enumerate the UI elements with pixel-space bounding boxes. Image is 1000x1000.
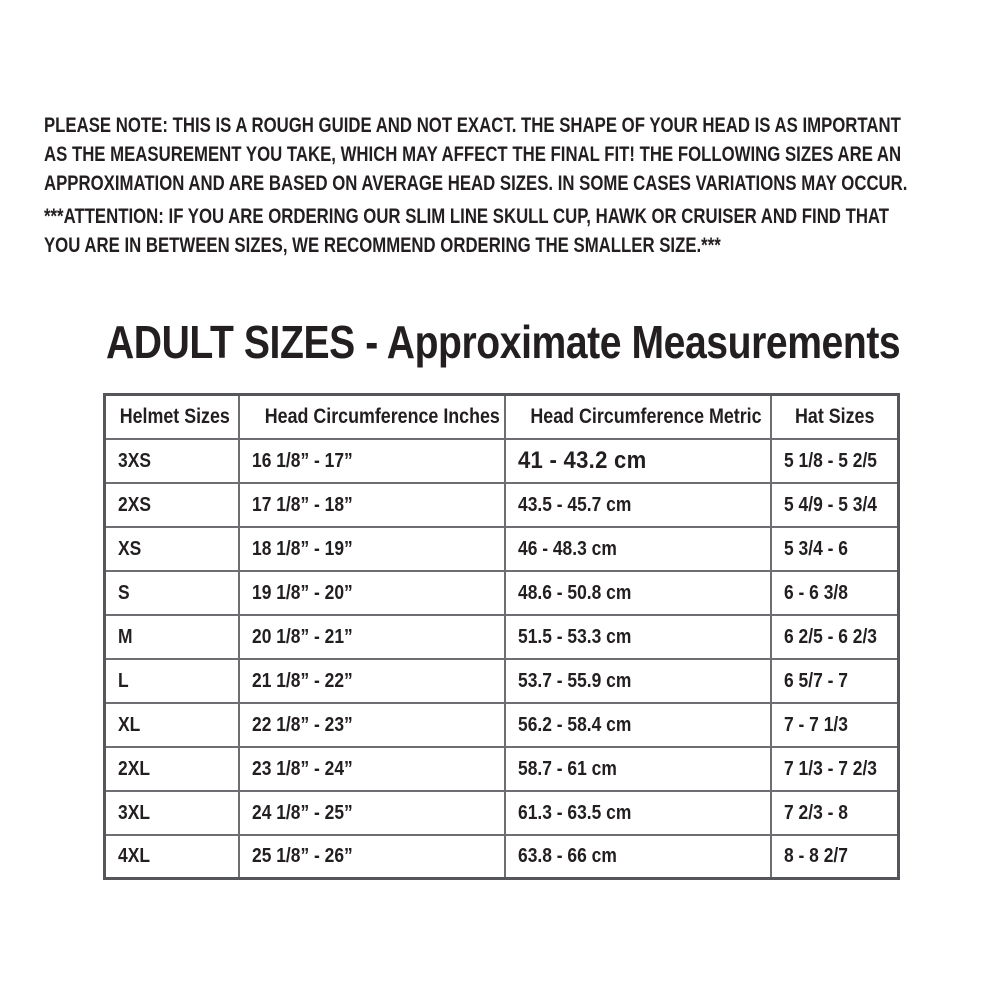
attention-line: YOU ARE IN BETWEEN SIZES, WE RECOMMEND ORDERING THE SMALLER SIZE.*** [44, 233, 721, 257]
attention-line: ***ATTENTION: IF YOU ARE ORDERING OUR SLIM LINE SKULL CUP, HAWK OR CRUISER AND FIND THAT [44, 204, 890, 228]
metric-cell: 53.7 - 55.9 cm [505, 659, 771, 703]
table-row [105, 703, 899, 747]
table-row [105, 835, 899, 879]
note-paragraph [44, 111, 1000, 198]
hat-size-cell: 5 3/4 - 6 [771, 527, 899, 571]
helmet-size-cell: L [105, 659, 239, 703]
hat-size-cell: 5 4/9 - 5 3/4 [771, 483, 899, 527]
col-header-helmet-sizes: Helmet Sizes [105, 395, 239, 439]
sizing-table-container [103, 393, 900, 880]
inches-cell: 20 1/8” - 21” [239, 615, 505, 659]
attention-paragraph [44, 202, 1000, 260]
col-header-circumference-metric: Head Circumference Metric [505, 395, 771, 439]
page-title: ADULT SIZES - Approximate Measurements [106, 316, 901, 368]
helmet-size-cell: XL [105, 703, 239, 747]
table-row [105, 439, 899, 483]
table-row [105, 791, 899, 835]
metric-cell: 63.8 - 66 cm [505, 835, 771, 879]
hat-size-cell: 7 1/3 - 7 2/3 [771, 747, 899, 791]
table-row [105, 747, 899, 791]
inches-cell: 25 1/8” - 26” [239, 835, 505, 879]
table-header-row [105, 395, 899, 439]
metric-cell: 41 - 43.2 cm [505, 439, 771, 483]
col-header-hat-sizes: Hat Sizes [771, 395, 899, 439]
table-row [105, 483, 899, 527]
metric-cell: 43.5 - 45.7 cm [505, 483, 771, 527]
inches-cell: 16 1/8” - 17” [239, 439, 505, 483]
helmet-size-cell: 4XL [105, 835, 239, 879]
helmet-size-cell: XS [105, 527, 239, 571]
helmet-size-cell: 3XL [105, 791, 239, 835]
helmet-size-cell: 2XL [105, 747, 239, 791]
inches-cell: 19 1/8” - 20” [239, 571, 505, 615]
inches-cell: 24 1/8” - 25” [239, 791, 505, 835]
metric-cell: 46 - 48.3 cm [505, 527, 771, 571]
hat-size-cell: 6 5/7 - 7 [771, 659, 899, 703]
helmet-size-cell: M [105, 615, 239, 659]
helmet-size-cell: S [105, 571, 239, 615]
inches-cell: 23 1/8” - 24” [239, 747, 505, 791]
col-header-circumference-inches: Head Circumference Inches [239, 395, 505, 439]
metric-cell: 61.3 - 63.5 cm [505, 791, 771, 835]
hat-size-cell: 5 1/8 - 5 2/5 [771, 439, 899, 483]
hat-size-cell: 8 - 8 2/7 [771, 835, 899, 879]
note-line: APPROXIMATION AND ARE BASED ON AVERAGE HEAD SIZES. IN SOME CASES VARIATIONS MAY OCCUR. [44, 171, 908, 195]
inches-cell: 22 1/8” - 23” [239, 703, 505, 747]
hat-size-cell: 7 2/3 - 8 [771, 791, 899, 835]
inches-cell: 21 1/8” - 22” [239, 659, 505, 703]
metric-cell: 48.6 - 50.8 cm [505, 571, 771, 615]
metric-cell: 58.7 - 61 cm [505, 747, 771, 791]
hat-size-cell: 6 - 6 3/8 [771, 571, 899, 615]
metric-cell: 56.2 - 58.4 cm [505, 703, 771, 747]
table-row [105, 659, 899, 703]
adult-sizes-table [103, 393, 900, 880]
hat-size-cell: 6 2/5 - 6 2/3 [771, 615, 899, 659]
helmet-size-cell: 3XS [105, 439, 239, 483]
table-row [105, 527, 899, 571]
inches-cell: 18 1/8” - 19” [239, 527, 505, 571]
hat-size-cell: 7 - 7 1/3 [771, 703, 899, 747]
note-line: AS THE MEASUREMENT YOU TAKE, WHICH MAY AFFECT THE FINAL FIT! THE FOLLOWING SIZES ARE AN [44, 142, 902, 166]
table-row [105, 615, 899, 659]
note-line: PLEASE NOTE: THIS IS A ROUGH GUIDE AND NOT EXACT. THE SHAPE OF YOUR HEAD IS AS IMPORTANT [44, 113, 901, 137]
metric-cell: 51.5 - 53.3 cm [505, 615, 771, 659]
table-row [105, 571, 899, 615]
inches-cell: 17 1/8” - 18” [239, 483, 505, 527]
helmet-size-cell: 2XS [105, 483, 239, 527]
